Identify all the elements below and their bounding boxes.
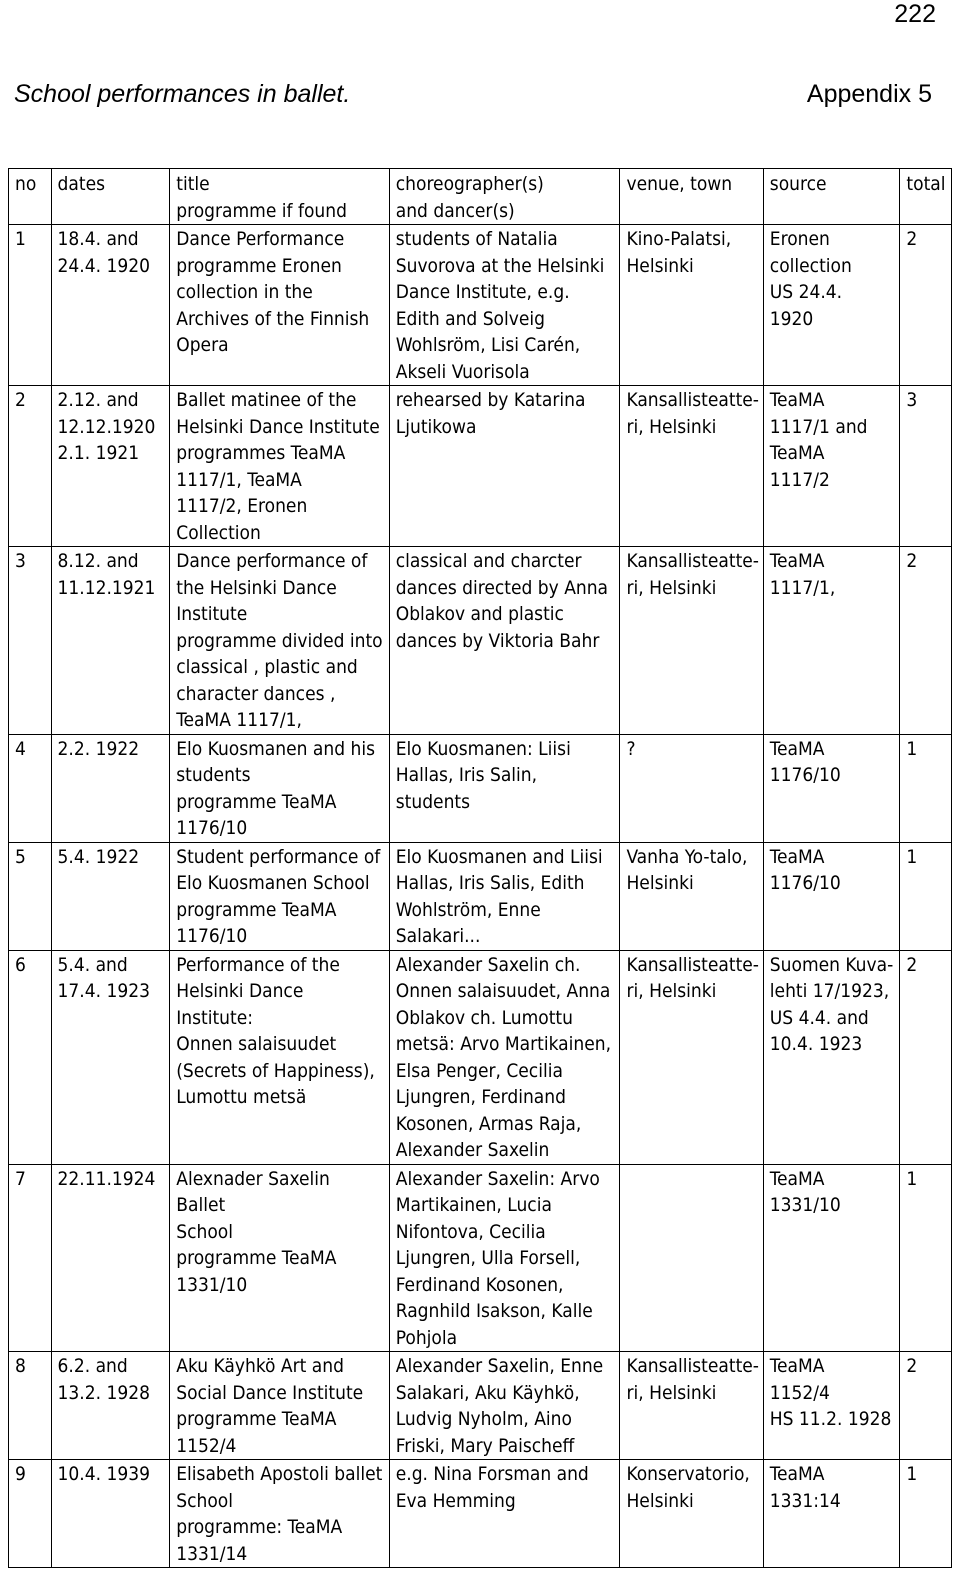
cell-total: 2 xyxy=(900,225,952,386)
performances-table xyxy=(8,168,952,1568)
header-cell-title: title programme if found xyxy=(170,169,390,225)
cell-dates: 5.4. 1922 xyxy=(51,842,170,950)
header-cell-source: source xyxy=(763,169,900,225)
cell-no: 4 xyxy=(9,734,52,842)
cell-total: 3 xyxy=(900,386,952,547)
table-row xyxy=(9,734,952,842)
cell-title: Ballet matinee of the Helsinki Dance Institute programmes TeaMA 1117/1, TeaMA 1117/2, Eronen Collection xyxy=(170,386,390,547)
table-row xyxy=(9,1164,952,1352)
cell-source: TeaMA 1176/10 xyxy=(763,734,900,842)
header-cell-no: no xyxy=(9,169,52,225)
cell-total: 1 xyxy=(900,1460,952,1568)
cell-choreographer: Alexander Saxelin, Enne Salakari, Aku Käyhkö, Ludvig Nyholm, Aino Friski, Mary Paischeff xyxy=(389,1352,620,1460)
cell-dates: 8.12. and 11.12.1921 xyxy=(51,547,170,735)
cell-source: TeaMA 1117/1, xyxy=(763,547,900,735)
cell-dates: 18.4. and 24.4. 1920 xyxy=(51,225,170,386)
cell-title: Elo Kuosmanen and his students programme TeaMA 1176/10 xyxy=(170,734,390,842)
appendix-label: Appendix 5 xyxy=(806,80,932,108)
table-row xyxy=(9,1352,952,1460)
cell-total: 2 xyxy=(900,950,952,1164)
cell-choreographer: students of Natalia Suvorova at the Helsinki Dance Institute, e.g. Edith and Solveig Wohlsröm, Lisi Carén, Akseli Vuorisola xyxy=(389,225,620,386)
cell-no: 2 xyxy=(9,386,52,547)
cell-venue: ? xyxy=(620,734,763,842)
cell-dates: 2.12. and 12.12.1920 2.1. 1921 xyxy=(51,386,170,547)
cell-venue xyxy=(620,1164,763,1352)
cell-total: 1 xyxy=(900,842,952,950)
page-title: School performances in ballet. xyxy=(14,80,351,108)
cell-source: TeaMA 1331:14 xyxy=(763,1460,900,1568)
cell-title: Alexnader Saxelin Ballet School programme TeaMA 1331/10 xyxy=(170,1164,390,1352)
cell-venue: Konservatorio, Helsinki xyxy=(620,1460,763,1568)
cell-choreographer: classical and charcter dances directed by Anna Oblakov and plastic dances by Viktoria Bahr xyxy=(389,547,620,735)
cell-dates: 5.4. and 17.4. 1923 xyxy=(51,950,170,1164)
cell-no: 6 xyxy=(9,950,52,1164)
cell-dates: 22.11.1924 xyxy=(51,1164,170,1352)
header-cell-dates: dates xyxy=(51,169,170,225)
cell-dates: 10.4. 1939 xyxy=(51,1460,170,1568)
cell-dates: 2.2. 1922 xyxy=(51,734,170,842)
cell-choreographer: Elo Kuosmanen: Liisi Hallas, Iris Salin, students xyxy=(389,734,620,842)
cell-title: Aku Käyhkö Art and Social Dance Institute programme TeaMA 1152/4 xyxy=(170,1352,390,1460)
cell-title: Elisabeth Apostoli ballet School programme: TeaMA 1331/14 xyxy=(170,1460,390,1568)
cell-source: TeaMA 1176/10 xyxy=(763,842,900,950)
cell-choreographer: Alexander Saxelin: Arvo Martikainen, Lucia Nifontova, Cecilia Ljungren, Ulla Forsell, Ferdinand Kosonen, Ragnhild Isakson, Kalle Pohjola xyxy=(389,1164,620,1352)
table-row xyxy=(9,950,952,1164)
table-row xyxy=(9,386,952,547)
cell-no: 1 xyxy=(9,225,52,386)
cell-choreographer: e.g. Nina Forsman and Eva Hemming xyxy=(389,1460,620,1568)
cell-venue: Kansallisteatte- ri, Helsinki xyxy=(620,547,763,735)
cell-no: 3 xyxy=(9,547,52,735)
cell-source: TeaMA 1152/4 HS 11.2. 1928 xyxy=(763,1352,900,1460)
cell-title: Dance Performance programme Eronen collection in the Archives of the Finnish Opera xyxy=(170,225,390,386)
cell-total: 2 xyxy=(900,1352,952,1460)
table-row xyxy=(9,1460,952,1568)
table-row xyxy=(9,842,952,950)
cell-title: Student performance of Elo Kuosmanen School programme TeaMA 1176/10 xyxy=(170,842,390,950)
cell-venue: Kansallisteatte- ri, Helsinki xyxy=(620,950,763,1164)
header-cell-total: total xyxy=(900,169,952,225)
cell-no: 8 xyxy=(9,1352,52,1460)
cell-venue: Kansallisteatte- ri, Helsinki xyxy=(620,386,763,547)
cell-choreographer: Alexander Saxelin ch. Onnen salaisuudet, Anna Oblakov ch. Lumottu metsä: Arvo Martikainen, Elsa Penger, Cecilia Ljungren, Ferdinand Kosonen, Armas Raja, Alexander Saxelin xyxy=(389,950,620,1164)
cell-choreographer: Elo Kuosmanen and Liisi Hallas, Iris Salis, Edith Wohlström, Enne Salakari... xyxy=(389,842,620,950)
cell-source: TeaMA 1117/1 and TeaMA 1117/2 xyxy=(763,386,900,547)
cell-source: Eronen collection US 24.4. 1920 xyxy=(763,225,900,386)
cell-venue: Kino-Palatsi, Helsinki xyxy=(620,225,763,386)
cell-title: Performance of the Helsinki Dance Institute: Onnen salaisuudet (Secrets of Happiness), Lumottu metsä xyxy=(170,950,390,1164)
table-row xyxy=(9,225,952,386)
cell-source: Suomen Kuva- lehti 17/1923, US 4.4. and 10.4. 1923 xyxy=(763,950,900,1164)
cell-no: 7 xyxy=(9,1164,52,1352)
cell-no: 5 xyxy=(9,842,52,950)
cell-no: 9 xyxy=(9,1460,52,1568)
cell-choreographer: rehearsed by Katarina Ljutikowa xyxy=(389,386,620,547)
cell-total: 1 xyxy=(900,1164,952,1352)
cell-venue: Kansallisteatte- ri, Helsinki xyxy=(620,1352,763,1460)
header-cell-choreographer: choreographer(s) and dancer(s) xyxy=(389,169,620,225)
cell-dates: 6.2. and 13.2. 1928 xyxy=(51,1352,170,1460)
table-row xyxy=(9,547,952,735)
cell-total: 2 xyxy=(900,547,952,735)
header-cell-venue: venue, town xyxy=(620,169,763,225)
cell-venue: Vanha Yo-talo, Helsinki xyxy=(620,842,763,950)
cell-total: 1 xyxy=(900,734,952,842)
table-header-row xyxy=(9,169,952,225)
cell-title: Dance performance of the Helsinki Dance Institute programme divided into classical , plastic and character dances , TeaMA 1117/1, xyxy=(170,547,390,735)
cell-source: TeaMA 1331/10 xyxy=(763,1164,900,1352)
page-number: 222 xyxy=(894,0,936,28)
